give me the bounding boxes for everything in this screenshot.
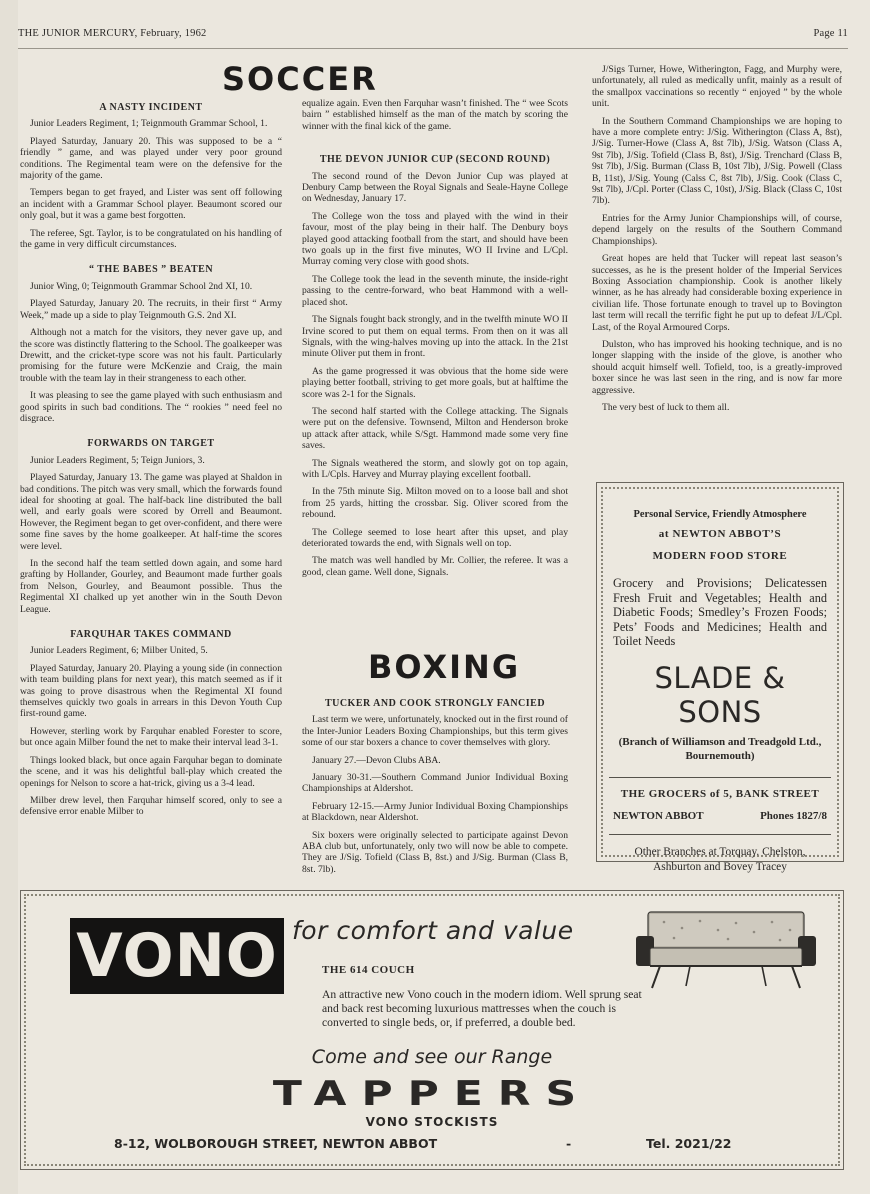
boxing-heading: BOXING (368, 648, 521, 686)
ad-location: at NEWTON ABBOT’S (658, 528, 782, 540)
paragraph: J/Sigs Turner, Howe, Witherington, Fagg, and Murphy were, unfortunately, all ruled as medically unfit, mainly as a result of the smallpox vaccinations so recently “ enjoyed ” by the whole unit. (592, 64, 842, 110)
paragraph: It was pleasing to see the game played with such enthusiasm and good spirits in such bad conditions. The “ rookies ” need feel no disgrace. (20, 390, 282, 424)
paragraph: Junior Leaders Regiment, 1; Teignmouth Grammar School, 1. (30, 118, 268, 130)
column-two-boxing (302, 692, 568, 877)
column-two (302, 98, 568, 608)
vono-stockists: VONO STOCKISTS (365, 1115, 499, 1129)
paragraph: The second round of the Devon Junior Cup was played at Denbury Camp between the Royal Signals and Seale-Hayne College on Wednesday, January 17. (302, 170, 568, 205)
paragraph: January 27.—Devon Clubs ABA. (312, 754, 441, 766)
paragraph: Dulston, who has improved his hooking technique, and is no longer slapping with the inside of the glove, is another who should acquit himself well. Tofield, too, is a greatly-improved boxer since he was last seen in the ring, and is now far more aggressive. (592, 338, 842, 396)
paragraph: In the second half the team settled down again, and some hard grafting by Hollander, Gourley, and Beaumont made further goals from Nelson, Gourley, and Beaumont possible. Thus the Regimental XI chalked up yet another win in the South Devon League. (20, 558, 282, 615)
ad-store-type: MODERN FOOD STORE (652, 550, 788, 562)
paragraph: Junior Leaders Regiment, 6; Milber United, 5. (30, 645, 208, 657)
paragraph: Things looked black, but once again Farquhar began to dominate the scene, and it was his delightful ball-play which created the openings for Nelson to score a hat-trick, giving us a 3-4 lead. (20, 754, 282, 789)
paragraph: Last term we were, unfortunately, knocked out in the first round of the Inter-Junior Leaders Boxing Championships, but this term gives some of our star boxers a chance to cover themselves with glory. (302, 714, 568, 749)
ad-address: THE GROCERS of 5, BANK STREET (620, 787, 820, 800)
ad-phones: Phones 1827/8 (760, 809, 827, 822)
address-separator: - (566, 1136, 572, 1151)
paragraph: The second half started with the College attacking. The Signals were put on the defensive. Townsend, Milton and Henderson broke up attack after attack, while S/Sgt. Hammond made some very fine saves. (302, 405, 568, 452)
article-heading: “ THE BABES ” BEATEN (88, 264, 214, 276)
paragraph: The referee, Sgt. Taylor, is to be congratulated on his handling of the game in very difficult circumstances. (20, 227, 282, 251)
vono-advertisement (20, 890, 844, 1170)
article-heading: A NASTY INCIDENT (99, 102, 203, 113)
paragraph: The Signals fought back strongly, and in the twelfth minute WO II Irvine scored to put them on equal terms. From then on it was all Signals, with the wing-halves moving up into the attack. In the 21st minute Oliver put them in front. (302, 314, 568, 360)
soccer-heading: SOCCER (222, 60, 378, 98)
paragraph: equalize again. Even then Farquhar wasn’t finished. The “ wee Scots bairn ” established himself as the man of the match by scoring the winner with the final kick of the game. (302, 98, 568, 132)
vono-tagline: for comfort and value (292, 916, 574, 945)
vono-telephone: Tel. 2021/22 (646, 1136, 732, 1151)
paragraph: The Signals weathered the storm, and slowly got on top again, with L/Cpls. Harvey and Murray playing excellent football. (302, 457, 568, 480)
ad-divider (609, 777, 831, 778)
ad-brand: SLADE & SONS (654, 660, 786, 729)
vono-product-name: THE 614 COUCH (322, 964, 415, 976)
paragraph: The match was well handled by Mr. Collier, the referee. It was a good, clean game. Well done, Signals. (302, 555, 568, 578)
ad-other-branches: Other Branches at Torquay. Chelston, Ashburton and Bovey Tracey (634, 845, 806, 873)
ad-divider (609, 834, 831, 835)
article-heading: TUCKER AND COOK STRONGLY FANCIED (324, 698, 546, 709)
ad-town: NEWTON ABBOT (613, 809, 704, 822)
vono-description: An attractive new Vono couch in the modern idiom. Well sprung seat and back rest becoming luxurious mattresses when the couch is converted to single beds, or, if preferred, a double bed. (322, 988, 642, 1029)
paragraph: Junior Wing, 0; Teignmouth Grammar School 2nd XI, 10. (30, 280, 253, 292)
paragraph: February 12-15.—Army Junior Individual Boxing Championships at Blackdown, near Aldershot. (302, 800, 568, 824)
masthead: THE JUNIOR MERCURY, February, 1962 (18, 28, 207, 39)
ad-tagline: Personal Service, Friendly Atmosphere (633, 509, 807, 520)
article-heading: FORWARDS ON TARGET (87, 438, 215, 450)
column-one (20, 96, 282, 871)
paragraph: Tempers began to get frayed, and Lister was sent off following an incident with a Grammar School player. Beaumont scored our only goal, but it was a game best forgotten. (20, 187, 282, 222)
running-header (18, 28, 848, 46)
paragraph: As the game progressed it was obvious that the home side were playing better football, striving to get more goals, but at halftime the score was 2-1 for the Signals. (302, 365, 568, 400)
couch-illustration (630, 908, 820, 994)
ad-town-row (613, 810, 827, 822)
vono-range-line: Come and see our Range (311, 1046, 553, 1068)
paragraph: January 30-31.—Southern Command Junior Individual Boxing Championships at Aldershot. (302, 772, 568, 795)
paragraph: The College seemed to lose heart after this upset, and play deteriorated towards the end, with Signals well on top. (302, 526, 568, 549)
paragraph: In the Southern Command Championships we are hoping to have a more complete entry: J/Sig. Witherington (Class A, 8st), J/Sig. Turner-Howe (Class A, 8st 7lb), J/Sig. Watson (Class A, 9st 7lb), J/Sig. Tofield (Class B, 8st), J/Sig. Trenchard (Class B, 9st 7lb), J/Sig. Burman (Class B, 10st 7lb), J/Sig. Powell (Class B, 11st), J/Sig. Young (Calss C, 8st 7lb), J/Sig. Cook (Class C, 9st 7lb), J/Cpl. Porter (Class C, 10st), J/Sig. Black (Class C, 10st 7lb). (592, 115, 842, 207)
ad-branch-note: (Branch of Williamson and Treadgold Ltd., Bournemouth) (618, 735, 822, 762)
paragraph: In the 75th minute Sig. Milton moved on to a loose ball and shot from 25 yards, hitting the crossbar. Sig. Oliver scored from the rebound. (302, 486, 568, 521)
paragraph: The College won the toss and played with the wind in their favour, most of the play being in their half. The Denbury boys played good attacking football from the start, and should have been two goals up in the first five minutes, WO II Irvine and L/Cpl. Murray coming very close with good shots. (302, 210, 568, 268)
page-number: Page 11 (813, 28, 848, 39)
paragraph: Milber drew level, then Farquhar himself scored, only to see a defensive error enable Milber to (20, 794, 282, 818)
header-rule (18, 48, 848, 49)
paragraph: The very best of luck to them all. (602, 401, 730, 413)
paragraph: Played Saturday, January 20. Playing a young side (in connection with team building plans for next year), this match seemed as if it was going to prove disastrous when the Regimental XI found themselves quickly two goals in arrears in this Devon Youth Cup first-round game. (20, 662, 282, 720)
paragraph: Junior Leaders Regiment, 5; Teign Juniors, 3. (30, 454, 205, 466)
paragraph: Six boxers were originally selected to participate against Devon ABA club but, unfortunately, only two will now be able to compete. They are J/Sig. Tofield (Class B, 8st.) and J/Sig. Burman (Class B, 8st. 7lb). (302, 829, 568, 875)
vono-address: 8-12, WOLBOROUGH STREET, NEWTON ABBOT (114, 1136, 438, 1151)
tappers-logo: TAPPERS (272, 1074, 592, 1114)
ad-products: Grocery and Provisions; Delicatessen Fresh Fruit and Vegetables; Health and Diabetic Foods; Smedley’s Frozen Foods; Pets’ Foods and Medicines; Health and Toilet Needs (613, 576, 827, 649)
vono-logo: VONO (70, 918, 284, 994)
slade-advertisement (596, 482, 844, 873)
column-three (592, 64, 842, 454)
article-heading: FARQUHAR TAKES COMMAND (70, 629, 232, 641)
paragraph: Great hopes are held that Tucker will repeat last season’s successes, as he is the present holder of the Imperial Services Boxing Association championship. Cook is another likely winner, as he has already had considerable boxing experience in civilian life. Those fortunate enough to travel up to Bovington last term will recall the terrific fight he put up to defeat J/L/Cpl. Last, of the Royal Armoured Corps. (592, 253, 842, 333)
paragraph: The College took the lead in the seventh minute, the inside-right passing to the centre-forward, who beat Hammond with a well-placed shot. (302, 273, 568, 308)
paragraph: However, sterling work by Farquhar enabled Forester to score, but once again Milber found the net to make their interval lead 3-1. (20, 725, 282, 749)
paragraph: Entries for the Army Junior Championships will, of course, depend largely on the results of the Southern Command Championships). (592, 212, 842, 247)
paragraph: Played Saturday, January 20. The recruits, in their first “ Army Week,” made up a side to play Teignmouth G.S. 2nd XI. (20, 298, 282, 321)
article-heading: THE DEVON JUNIOR CUP (SECOND ROUND) (319, 154, 551, 166)
paragraph: Played Saturday, January 20. This was supposed to be a “ friendly ” game, and was played under very poor ground conditions. The Regimental team were on the defensive for the majority of the game. (20, 135, 282, 182)
ad-border (24, 894, 840, 1166)
paragraph: Played Saturday, January 13. The game was played at Shaldon in bad conditions. The pitch was very small, which the forwards found ideal for shooting at goal. The half-back line distributed the ball well, and early goals were scored by Orrell and Beaumont. However, the Regiment began to get over-confident, and there were some fine saves by the home goalkeeper. At half-time the scores were level. (20, 472, 282, 552)
paragraph: Although not a match for the visitors, they never gave up, and the score was distinctly flattering to the School. The goalkeeper was Drewitt, and the cricket-type score was not his fault. Particularly promising for the future were McKenzie and Craig, the main trouble with the team lay in their strangeness to each other. (20, 327, 282, 384)
ad-border (601, 487, 839, 873)
